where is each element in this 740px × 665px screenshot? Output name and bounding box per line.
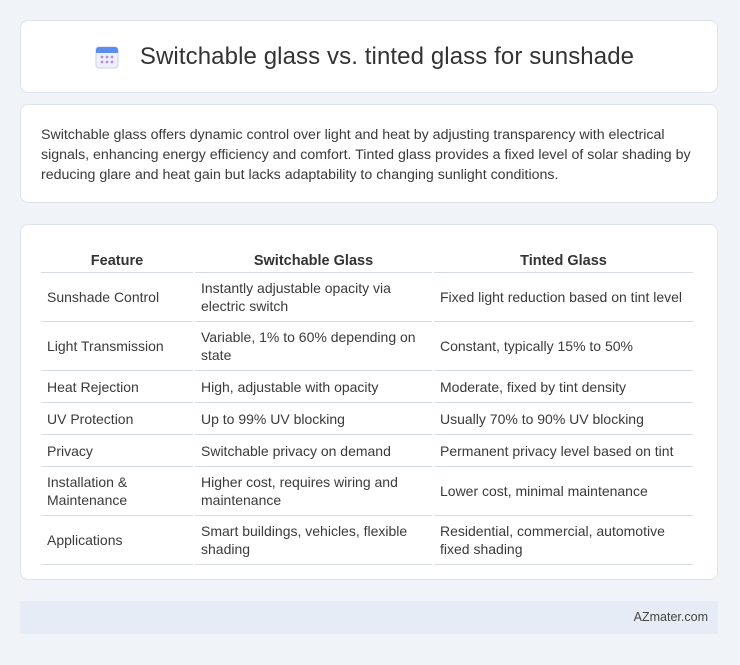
tinted-cell: Permanent privacy level based on tint [434,435,693,467]
table-row [41,371,693,403]
tinted-cell: Fixed light reduction based on tint level [434,273,693,322]
table-row [41,435,693,467]
footer-bar [20,601,718,634]
page-title: Switchable glass vs. tinted glass for sunshade [139,42,635,70]
switchable-cell: Up to 99% UV blocking [195,403,432,435]
switchable-cell: High, adjustable with opacity [195,371,432,403]
switchable-cell: Smart buildings, vehicles, flexible shading [195,516,432,565]
table-row [41,403,693,435]
tinted-cell: Lower cost, minimal maintenance [434,467,693,516]
comparison-table [39,243,695,565]
feature-cell: Heat Rejection [41,371,193,403]
column-header-switchable-glass: Switchable Glass [195,243,432,273]
table-row [41,516,693,565]
tinted-cell: Moderate, fixed by tint density [434,371,693,403]
feature-cell: Installation & Maintenance [41,467,193,516]
switchable-cell: Variable, 1% to 60% depending on state [195,322,432,371]
table-row [41,273,693,322]
switchable-cell: Instantly adjustable opacity via electric switch [195,273,432,322]
column-header-tinted-glass: Tinted Glass [434,243,693,273]
feature-cell: Applications [41,516,193,565]
calendar-icon [94,44,120,70]
feature-cell: Privacy [41,435,193,467]
table-row [41,322,693,371]
feature-cell: UV Protection [41,403,193,435]
tinted-cell: Residential, commercial, automotive fixed shading [434,516,693,565]
comparison-card [20,224,718,580]
switchable-cell: Higher cost, requires wiring and maintenance [195,467,432,516]
feature-cell: Light Transmission [41,322,193,371]
title-wrap [94,43,634,71]
title-card [20,20,718,93]
description-card [20,104,718,203]
table-header-row [41,243,693,273]
column-header-feature: Feature [41,243,193,273]
footer-site-name: AZmater.com [633,610,708,624]
feature-cell: Sunshade Control [41,273,193,322]
switchable-cell: Switchable privacy on demand [195,435,432,467]
table-row [41,467,693,516]
description-text: Switchable glass offers dynamic control over light and heat by adjusting transparency with electrical signals, enhancing energy efficiency and comfort. Tinted glass provides a fixed level of solar shading by reducing glare and heat gain but lacks adaptability to changing sunlight conditions. [41,127,691,183]
tinted-cell: Constant, typically 15% to 50% [434,322,693,371]
tinted-cell: Usually 70% to 90% UV blocking [434,403,693,435]
